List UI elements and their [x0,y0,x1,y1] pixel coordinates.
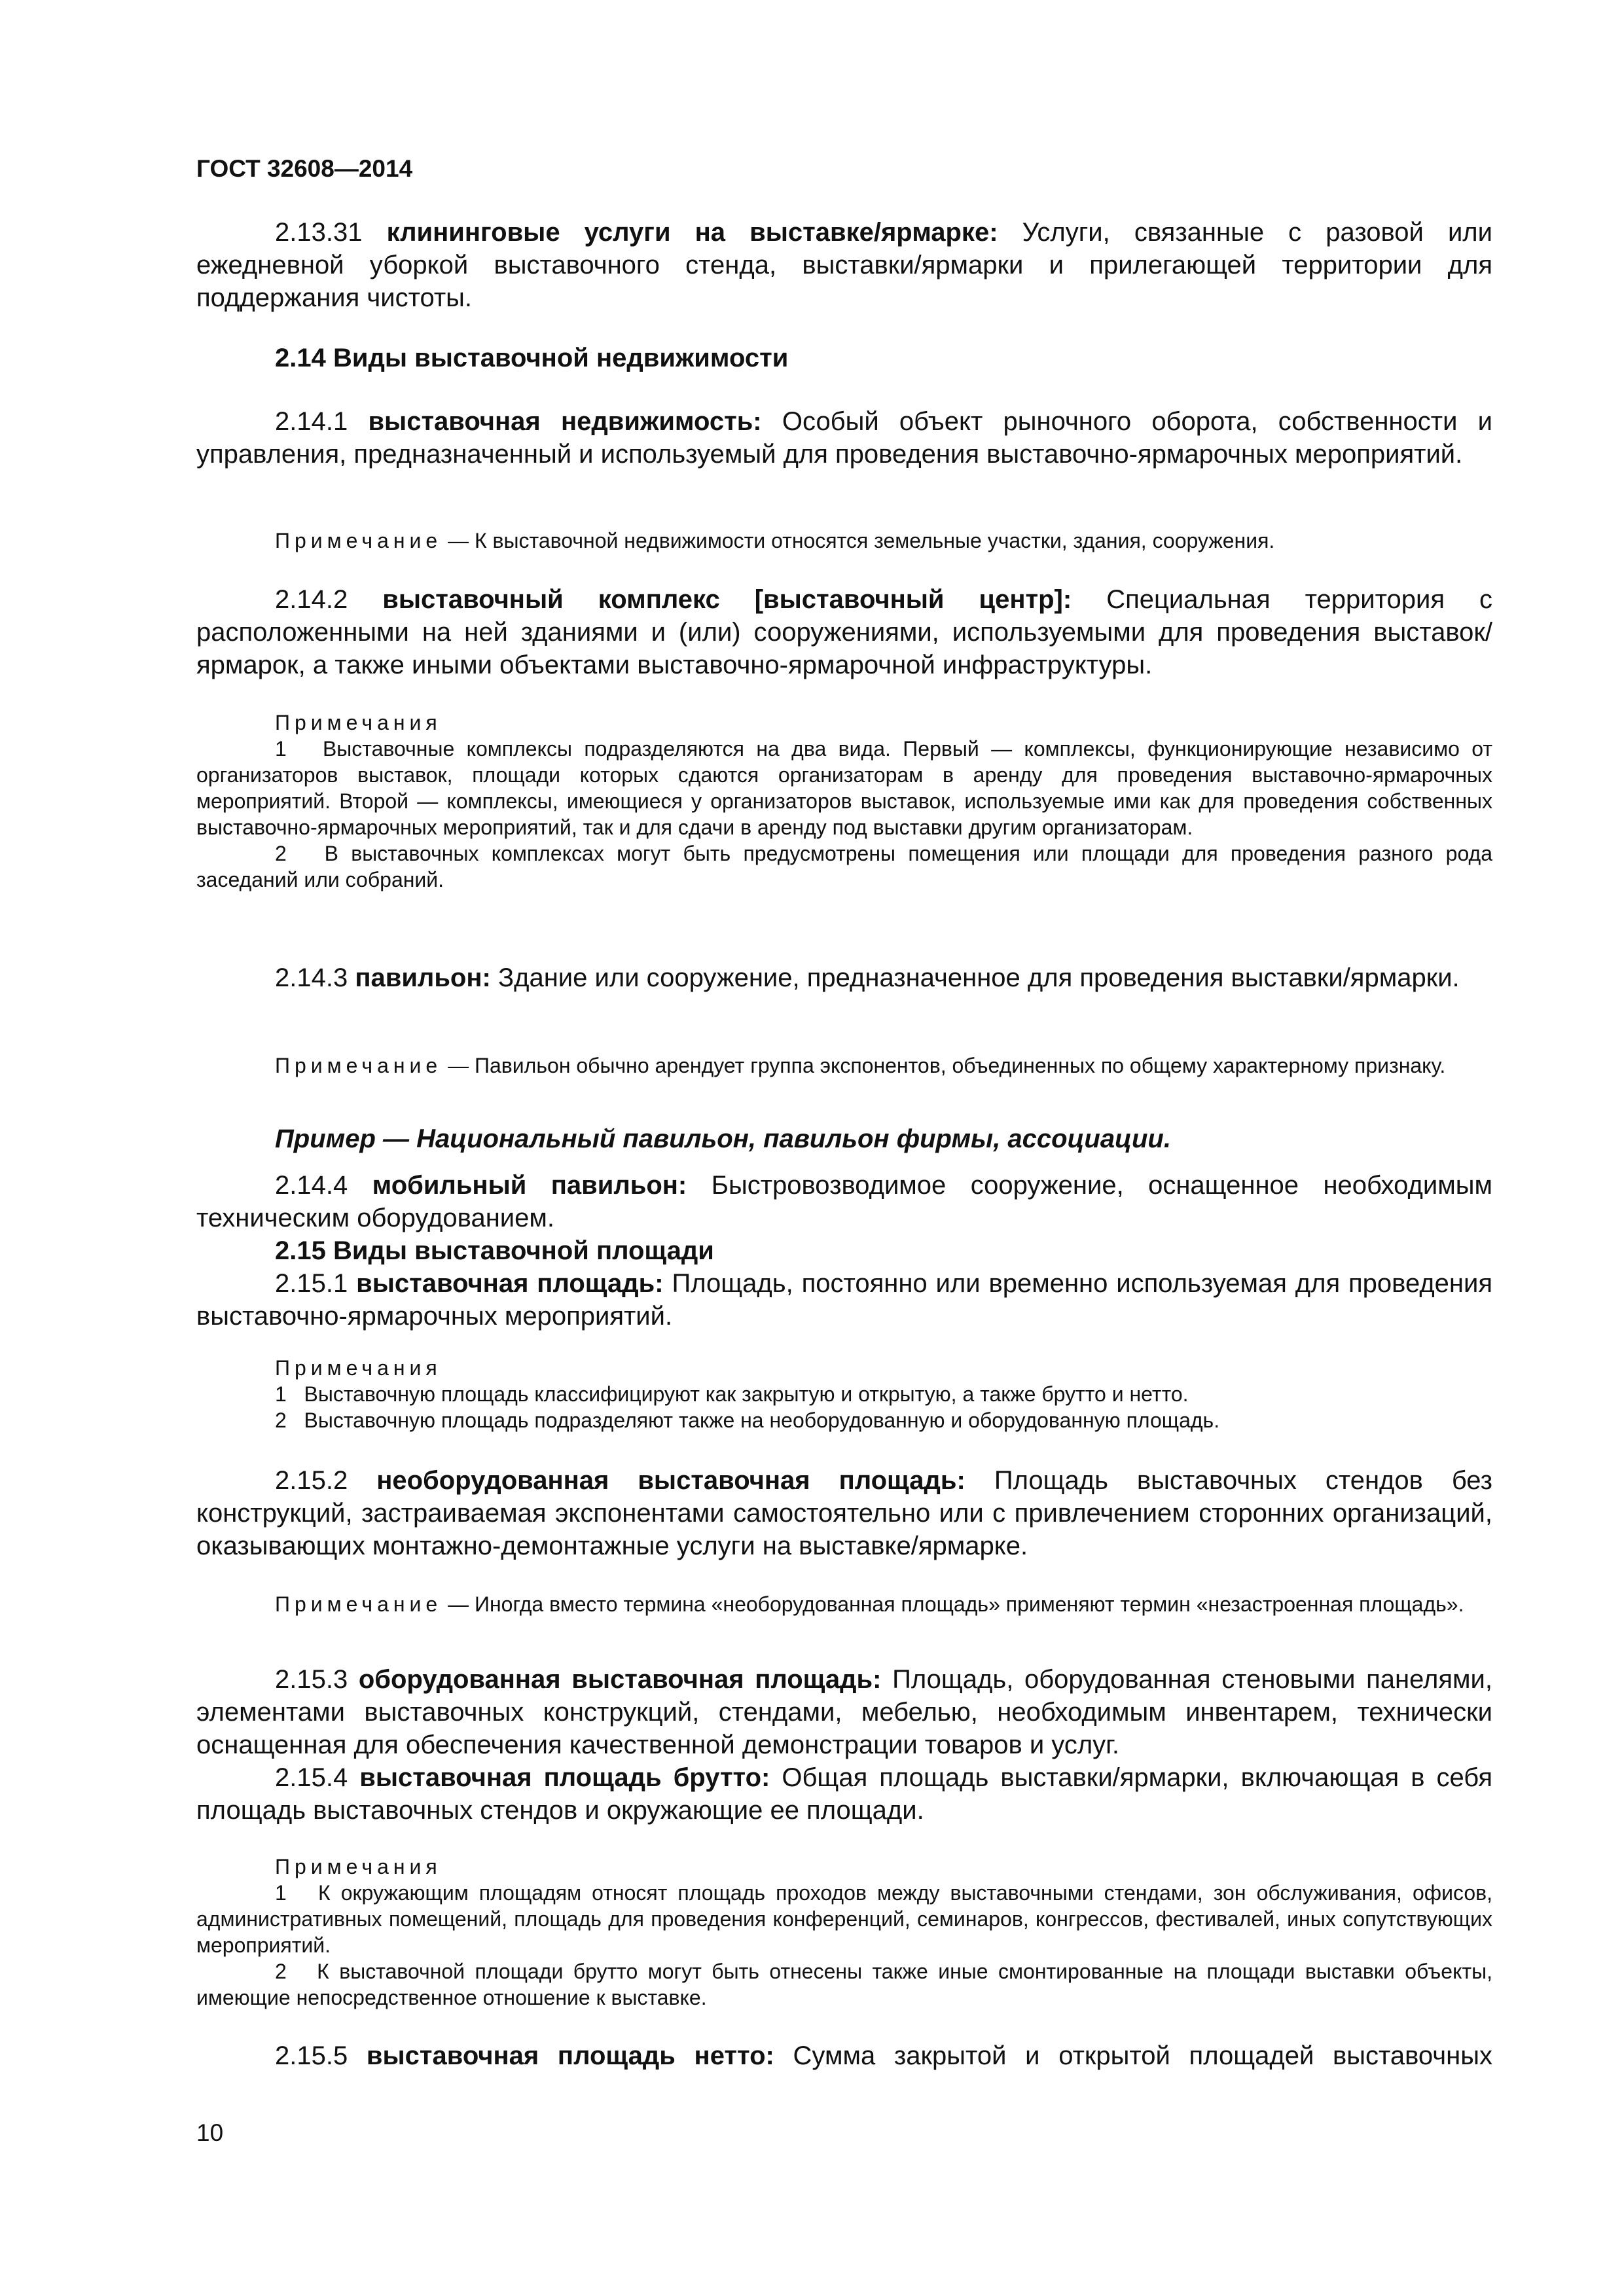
term: мобильный павильон: [372,1171,687,1200]
term: необорудованная выставочная площадь: [376,1466,965,1495]
section-heading-2-15: 2.15 Виды выставочной площади [275,1236,714,1265]
clause-2-15-4: 2.15.4 выставочная площадь брутто: Общая площадь выставки/ярмарки, включающая в себя площадь выставочных стендов и окружающие ее площади. [196,1763,1492,1825]
term: павильон: [355,963,491,992]
term: выставочная площадь брутто: [359,1763,770,1792]
clause-2-14-1: 2.14.1 выставочная недвижимость: Особый объект рыночного оборота, собственности и управления, предназначенный и используемый для проведения выставочно-ярмарочных мероприятий. [196,407,1492,469]
note-2-15-2: Примечание — Иногда вместо термина «необорудованная площадь» применяют термин «незастроенная площадь». [275,1592,1464,1616]
term: клининговые услуги на выставке/ярмарке: [386,218,998,247]
term: выставочная площадь: [356,1269,664,1298]
clause-2-14-3: 2.14.3 павильон: Здание или сооружение, предназначенное для проведения выставки/ярмарки. [275,963,1460,992]
clause-2-14-2: 2.14.2 выставочный комплекс [выставочный центр]: Специальная территория с расположенными на ней зданиями и (или) сооружениями, используемыми для проведения выставок/ярмарок, а также иными объектами выставочно-ярмарочной инфраструктуры. [196,585,1493,679]
term: выставочный комплекс [выставочный центр]: [382,585,1072,614]
page-number: 10 [196,2119,224,2146]
notes-2-15-1: Примечания 1 Выставочную площадь классифицируют как закрытую и открытую, а также брутто и нетто. 2 Выставочную площадь подразделяют также на необорудованную и оборудованную площадь. [275,1356,1220,1432]
term: оборудованная выставочная площадь: [358,1665,882,1694]
clause-2-15-3: 2.15.3 оборудованная выставочная площадь: Площадь, оборудованная стеновыми панелями, элементами выставочных конструкций, стендами, мебелью, необходимым инвентарем, технически оснащенная для обеспечения качественной демонстрации товаров и услуг. [196,1665,1492,1759]
notes-2-15-4: Примечания 1 К окружающим площадям относят площадь проходов между выставочными стендами, зон обслуживания, офисов, административных помещений, площадь для проведения конференций, семинаров, конгрессов, фестивалей, иных сопутствующих мероприятий. 2 К выставочной площади брутто могут быть отнесены также иные смонтированные на площади выставки объекты, имеющие непосредственное отношение к выставке. [196,1855,1493,2009]
section-heading-2-14: 2.14 Виды выставочной недвижимости [275,344,789,372]
term: выставочная площадь нетто: [366,2041,774,2070]
note-2-14-1: Примечание — К выставочной недвижимости относятся земельные участки, здания, сооружения. [275,529,1275,552]
clause-2-13-31: 2.13.31 клининговые услуги на выставке/ярмарке: Услуги, связанные с разовой или ежедневной уборкой выставочного стенда, выставки/ярмарки и прилегающей территории для поддержания чистоты. [196,218,1492,312]
document-header: ГОСТ 32608—2014 [196,155,413,182]
term: выставочная недвижимость: [368,407,762,436]
clause-2-15-1: 2.15.1 выставочная площадь: Площадь, постоянно или временно используемая для проведения выставочно-ярмарочных мероприятий. [196,1269,1492,1331]
clause-2-14-4: 2.14.4 мобильный павильон: Быстровозводимое сооружение, оснащенное необходимым техническим оборудованием. [196,1171,1492,1232]
clause-2-15-5: 2.15.5 выставочная площадь нетто: Сумма закрытой и открытой площадей выставочных [275,2041,1492,2070]
note-2-14-3: Примечание — Павильон обычно арендует группа экспонентов, объединенных по общему характерному признаку. [275,1054,1446,1077]
example-2-14-3: Пример — Национальный павильон, павильон фирмы, ассоциации. [275,1124,1171,1153]
notes-2-14-2: Примечания 1 Выставочные комплексы подразделяются на два вида. Первый — комплексы, функционирующие независимо от организаторов выставок, площади которых сдаются организаторам в аренду для проведения выставочно-ярмарочных мероприятий. Второй — комплексы, имеющиеся у организаторов выставок, используемые ими как для проведения собственных выставочно-ярмарочных мероприятий, так и для сдачи в аренду под выставки другим организаторам. 2 В выставочных комплексах могут быть предусмотрены помещения или площади для проведения разного рода заседаний или собраний. [196,711,1493,891]
clause-2-15-2: 2.15.2 необорудованная выставочная площадь: Площадь выставочных стендов без конструкций, застраиваемая экспонентами самостоятельно или с привлечением сторонних организаций, оказывающих монтажно-демонтажные услуги на выставке/ярмарке. [196,1466,1493,1560]
